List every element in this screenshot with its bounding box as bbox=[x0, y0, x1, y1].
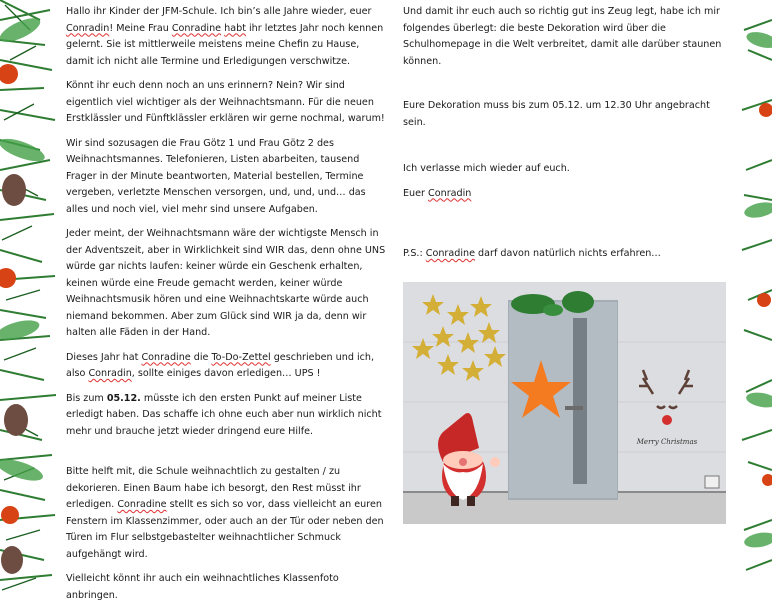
name-conradin: Conradin bbox=[88, 368, 132, 379]
paragraph-request: Bitte helft mit, die Schule weihnachtlich zu gestalten / zu dekorieren. Einen Baum habe ich besorgt, den Rest müsst ihr erledigen. Conradine stellt es sich so vor, dass vielleicht an euren Fenstern im Klassenzimmer, oder auch an der Tür oder neben den Türen im Flur selbstgebastelter weihnachtlicher Schmuck aufgehängt wird. bbox=[66, 466, 384, 560]
name-conradin: Conradin bbox=[428, 187, 472, 199]
paragraph-trust: Ich verlasse mich wieder auf euch. bbox=[403, 163, 570, 174]
paragraph-tasks: Wir sind sozusagen die Frau Götz 1 und Frau Götz 2 des Weihnachtsmannes. Telefonieren, Listen abarbeiten, tausend Frager in der Minute beantworten, Material bestellen, Termine vergeben, verletzte Menschen versorgen, und, und, und… das alles und noch viel, viel mehr sind unsere Aufgaben. bbox=[66, 137, 366, 215]
door-window bbox=[573, 318, 587, 484]
paragraph-due: Eure Dekoration muss bis zum 05.12. um 12.30 Uhr angebracht sein. bbox=[403, 100, 710, 128]
name-conradin: Conradin bbox=[66, 22, 110, 34]
letter-right-column bbox=[403, 4, 725, 263]
paragraph-contest: Und damit ihr euch auch so richtig gut ins Zeug legt, habe ich mir folgendes überlegt: die beste Dekoration wird über die Schulhomepage in die Welt verbreitet, damit alle darüber staunen können. bbox=[403, 6, 722, 67]
paragraph-importance: Jeder meint, der Weihnachtsmann wäre der wichtigste Mensch in der Adventszeit, aber in Wirklichkeit sind WIR das, denn ohne UNS würde gar nichts laufen: keiner würde ein Geschenk erhalten, keinen würde eine Freude gemacht werden, keiner würde Weihnachtsmusik hören und eine Weihnachtskarte würde auch niemand bekommen. Aber zum Glück sind WIR ja da, denn wir halten alle Fäden in der Hand. bbox=[66, 228, 386, 338]
merry-christmas-card: Merry Christmas bbox=[636, 438, 698, 446]
paragraph-greeting: Hallo ihr Kinder der JFM-Schule. Ich bin’s alle Jahre wieder, euer Conradin! Meine Frau Conradine habt ihr letztes Jahr noch kennen gelernt. Sie ist mittlerweile meistens meine Chefin zu Hause, damit ich nicht alle Termine und Erledigungen verschwitze. bbox=[66, 6, 384, 67]
red-ornament-icon bbox=[0, 64, 19, 524]
fir-branch-border-right bbox=[738, 0, 772, 600]
decorated-door-photo bbox=[403, 282, 726, 524]
paragraph-deadline: Bis zum 05.12. müsste ich den ersten Punkt auf meiner Liste erledigt haben. Das schaffe ich ohne euch aber nun wirklich nicht mehr und brauche jetzt wieder dringend eure Hilfe. bbox=[66, 392, 382, 437]
name-conradine: Conradine bbox=[141, 351, 191, 363]
paragraph-class-photo: Vielleicht könnt ihr auch ein weihnachtliches Klassenfoto anbringen. bbox=[66, 573, 339, 601]
deadline-date: 05.12. bbox=[106, 392, 141, 404]
name-conradine: Conradine bbox=[425, 248, 475, 259]
fir-branch-border-left bbox=[0, 0, 60, 600]
postscript: P.S.: Conradine darf davon natürlich nichts erfahren… bbox=[403, 248, 661, 259]
name-conradine: Conradine bbox=[117, 499, 167, 510]
signature: Euer Conradin bbox=[403, 187, 472, 199]
letter-left-column bbox=[66, 4, 388, 604]
paragraph-todo: Dieses Jahr hat Conradine die To-Do-Zettel geschrieben und ich, also Conradin, sollte einiges davon erledigen… UPS ! bbox=[66, 351, 375, 379]
word-todo-zettel: To-Do-Zettel bbox=[211, 351, 271, 363]
paragraph-remember: Könnt ihr euch denn noch an uns erinnern? Nein? Wir sind eigentlich viel wichtiger als der Weihnachtsmann. Für die neuen Erstklässler und Fünftklässler erklären wir gerne nochmal, warum! bbox=[66, 80, 385, 124]
name-conradine: Conradine bbox=[171, 22, 222, 34]
word-habt: habt bbox=[224, 22, 246, 34]
reindeer-nose-icon bbox=[662, 415, 672, 425]
